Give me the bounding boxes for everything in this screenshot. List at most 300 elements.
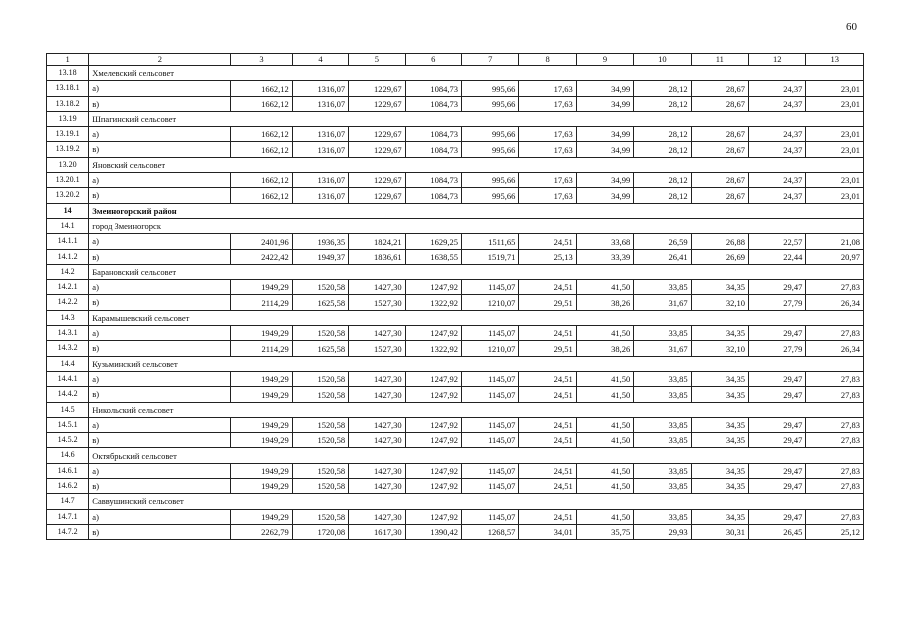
value-cell: 1427,30 bbox=[349, 509, 405, 524]
row-code: 14.1 bbox=[47, 218, 89, 233]
table-row bbox=[47, 417, 864, 432]
row-code: 14.1.2 bbox=[47, 249, 89, 264]
value-cell: 24,51 bbox=[519, 417, 576, 432]
value-cell: 34,35 bbox=[691, 280, 748, 295]
value-cell: 1316,07 bbox=[292, 127, 348, 142]
value-cell: 1084,73 bbox=[405, 127, 461, 142]
value-cell: 1617,30 bbox=[349, 524, 405, 539]
value-cell: 28,67 bbox=[691, 142, 748, 157]
row-code: 14.2.2 bbox=[47, 295, 89, 310]
value-cell: 28,12 bbox=[634, 96, 691, 111]
value-cell: 24,37 bbox=[749, 127, 806, 142]
value-cell: 26,88 bbox=[691, 234, 748, 249]
value-cell: 1247,92 bbox=[405, 280, 461, 295]
value-cell: 41,50 bbox=[576, 509, 633, 524]
value-cell: 24,37 bbox=[749, 173, 806, 188]
value-cell: 35,75 bbox=[576, 524, 633, 539]
value-cell: 27,83 bbox=[806, 326, 864, 341]
table-row bbox=[47, 433, 864, 448]
value-cell: 34,99 bbox=[576, 96, 633, 111]
table-row bbox=[47, 387, 864, 402]
row-code: 14.7.1 bbox=[47, 509, 89, 524]
value-cell: 24,51 bbox=[519, 234, 576, 249]
value-cell: 1527,30 bbox=[349, 341, 405, 356]
section-row bbox=[47, 310, 864, 325]
header-cell: 5 bbox=[349, 54, 405, 66]
value-cell: 1936,35 bbox=[292, 234, 348, 249]
value-cell: 27,79 bbox=[749, 295, 806, 310]
table-row bbox=[47, 249, 864, 264]
value-cell: 38,26 bbox=[576, 341, 633, 356]
section-name: Змеиногорский район bbox=[89, 203, 864, 218]
value-cell: 1427,30 bbox=[349, 326, 405, 341]
section-name: Кузьминский сельсовет bbox=[89, 356, 864, 371]
row-code: 13.20.1 bbox=[47, 173, 89, 188]
value-cell: 28,12 bbox=[634, 173, 691, 188]
value-cell: 29,47 bbox=[749, 463, 806, 478]
row-code: 14.7 bbox=[47, 494, 89, 509]
row-code: 13.19.1 bbox=[47, 127, 89, 142]
value-cell: 1520,58 bbox=[292, 463, 348, 478]
row-label: в) bbox=[89, 249, 231, 264]
value-cell: 20,97 bbox=[806, 249, 864, 264]
row-code: 14.4.2 bbox=[47, 387, 89, 402]
value-cell: 24,37 bbox=[749, 188, 806, 203]
value-cell: 29,51 bbox=[519, 341, 576, 356]
section-row bbox=[47, 111, 864, 126]
value-cell: 26,34 bbox=[806, 295, 864, 310]
value-cell: 1229,67 bbox=[349, 142, 405, 157]
value-cell: 1084,73 bbox=[405, 96, 461, 111]
value-cell: 1949,29 bbox=[231, 371, 292, 386]
row-code: 14.6 bbox=[47, 448, 89, 463]
value-cell: 34,35 bbox=[691, 433, 748, 448]
value-cell: 29,47 bbox=[749, 371, 806, 386]
value-cell: 24,37 bbox=[749, 96, 806, 111]
row-code: 14.2.1 bbox=[47, 280, 89, 295]
value-cell: 1520,58 bbox=[292, 280, 348, 295]
row-code: 13.18.1 bbox=[47, 81, 89, 96]
value-cell: 1662,12 bbox=[231, 81, 292, 96]
row-label: а) bbox=[89, 463, 231, 478]
value-cell: 1084,73 bbox=[405, 142, 461, 157]
value-cell: 33,68 bbox=[576, 234, 633, 249]
value-cell: 23,01 bbox=[806, 127, 864, 142]
section-row bbox=[47, 494, 864, 509]
value-cell: 28,67 bbox=[691, 188, 748, 203]
value-cell: 1210,07 bbox=[461, 295, 518, 310]
value-cell: 1145,07 bbox=[461, 433, 518, 448]
value-cell: 31,67 bbox=[634, 295, 691, 310]
value-cell: 1949,29 bbox=[231, 280, 292, 295]
value-cell: 27,83 bbox=[806, 509, 864, 524]
value-cell: 1638,55 bbox=[405, 249, 461, 264]
value-cell: 1427,30 bbox=[349, 387, 405, 402]
section-row bbox=[47, 157, 864, 172]
value-cell: 25,12 bbox=[806, 524, 864, 539]
value-cell: 24,51 bbox=[519, 326, 576, 341]
value-cell: 995,66 bbox=[461, 142, 518, 157]
row-code: 14.6.1 bbox=[47, 463, 89, 478]
value-cell: 34,99 bbox=[576, 173, 633, 188]
row-label: а) bbox=[89, 371, 231, 386]
value-cell: 1520,58 bbox=[292, 509, 348, 524]
header-cell: 4 bbox=[292, 54, 348, 66]
value-cell: 33,85 bbox=[634, 433, 691, 448]
section-name: Яновский сельсовет bbox=[89, 157, 864, 172]
value-cell: 28,67 bbox=[691, 127, 748, 142]
table-row bbox=[47, 479, 864, 494]
value-cell: 29,47 bbox=[749, 479, 806, 494]
value-cell: 1662,12 bbox=[231, 127, 292, 142]
value-cell: 29,47 bbox=[749, 417, 806, 432]
value-cell: 26,59 bbox=[634, 234, 691, 249]
value-cell: 1949,37 bbox=[292, 249, 348, 264]
value-cell: 1520,58 bbox=[292, 479, 348, 494]
table-row bbox=[47, 295, 864, 310]
value-cell: 41,50 bbox=[576, 280, 633, 295]
value-cell: 29,47 bbox=[749, 326, 806, 341]
value-cell: 1519,71 bbox=[461, 249, 518, 264]
row-code: 14.4.1 bbox=[47, 371, 89, 386]
value-cell: 1316,07 bbox=[292, 142, 348, 157]
value-cell: 17,63 bbox=[519, 81, 576, 96]
value-cell: 33,85 bbox=[634, 387, 691, 402]
value-cell: 1268,57 bbox=[461, 524, 518, 539]
row-label: а) bbox=[89, 280, 231, 295]
value-cell: 1247,92 bbox=[405, 417, 461, 432]
value-cell: 24,51 bbox=[519, 509, 576, 524]
section-row bbox=[47, 66, 864, 81]
value-cell: 34,99 bbox=[576, 188, 633, 203]
row-code: 14.4 bbox=[47, 356, 89, 371]
value-cell: 28,67 bbox=[691, 96, 748, 111]
section-row bbox=[47, 264, 864, 279]
row-label: а) bbox=[89, 81, 231, 96]
value-cell: 27,79 bbox=[749, 341, 806, 356]
value-cell: 1145,07 bbox=[461, 417, 518, 432]
value-cell: 1625,58 bbox=[292, 341, 348, 356]
value-cell: 1720,08 bbox=[292, 524, 348, 539]
value-cell: 995,66 bbox=[461, 188, 518, 203]
value-cell: 32,10 bbox=[691, 295, 748, 310]
value-cell: 25,13 bbox=[519, 249, 576, 264]
value-cell: 1322,92 bbox=[405, 295, 461, 310]
value-cell: 33,85 bbox=[634, 280, 691, 295]
value-cell: 1520,58 bbox=[292, 371, 348, 386]
value-cell: 1229,67 bbox=[349, 188, 405, 203]
row-code: 14.3.1 bbox=[47, 326, 89, 341]
header-cell: 3 bbox=[231, 54, 292, 66]
value-cell: 1949,29 bbox=[231, 417, 292, 432]
row-label: в) bbox=[89, 142, 231, 157]
value-cell: 1949,29 bbox=[231, 509, 292, 524]
value-cell: 32,10 bbox=[691, 341, 748, 356]
table-row bbox=[47, 142, 864, 157]
value-cell: 1145,07 bbox=[461, 371, 518, 386]
value-cell: 34,99 bbox=[576, 142, 633, 157]
value-cell: 29,51 bbox=[519, 295, 576, 310]
header-cell: 11 bbox=[691, 54, 748, 66]
value-cell: 22,57 bbox=[749, 234, 806, 249]
row-code: 14.5.1 bbox=[47, 417, 89, 432]
row-code: 14.1.1 bbox=[47, 234, 89, 249]
value-cell: 41,50 bbox=[576, 433, 633, 448]
row-label: а) bbox=[89, 417, 231, 432]
row-code: 13.20.2 bbox=[47, 188, 89, 203]
row-code: 14.3.2 bbox=[47, 341, 89, 356]
row-label: а) bbox=[89, 326, 231, 341]
value-cell: 1520,58 bbox=[292, 387, 348, 402]
row-code: 14.2 bbox=[47, 264, 89, 279]
section-name: город Змеиногорск bbox=[89, 218, 864, 233]
value-cell: 41,50 bbox=[576, 463, 633, 478]
value-cell: 2114,29 bbox=[231, 295, 292, 310]
row-code: 14.7.2 bbox=[47, 524, 89, 539]
value-cell: 27,83 bbox=[806, 433, 864, 448]
value-cell: 41,50 bbox=[576, 417, 633, 432]
value-cell: 23,01 bbox=[806, 142, 864, 157]
value-cell: 1427,30 bbox=[349, 371, 405, 386]
row-code: 14 bbox=[47, 203, 89, 218]
value-cell: 24,37 bbox=[749, 81, 806, 96]
section-row bbox=[47, 218, 864, 233]
value-cell: 1949,29 bbox=[231, 433, 292, 448]
value-cell: 1390,42 bbox=[405, 524, 461, 539]
value-cell: 33,39 bbox=[576, 249, 633, 264]
value-cell: 1629,25 bbox=[405, 234, 461, 249]
value-cell: 1427,30 bbox=[349, 479, 405, 494]
row-code: 14.5.2 bbox=[47, 433, 89, 448]
row-code: 13.18.2 bbox=[47, 96, 89, 111]
row-label: а) bbox=[89, 509, 231, 524]
table-row bbox=[47, 96, 864, 111]
value-cell: 1322,92 bbox=[405, 341, 461, 356]
table-row bbox=[47, 524, 864, 539]
value-cell: 41,50 bbox=[576, 387, 633, 402]
value-cell: 1949,29 bbox=[231, 479, 292, 494]
value-cell: 1427,30 bbox=[349, 280, 405, 295]
district-row bbox=[47, 203, 864, 218]
value-cell: 28,67 bbox=[691, 81, 748, 96]
value-cell: 24,37 bbox=[749, 142, 806, 157]
value-cell: 33,85 bbox=[634, 479, 691, 494]
value-cell: 29,47 bbox=[749, 433, 806, 448]
value-cell: 995,66 bbox=[461, 96, 518, 111]
section-row bbox=[47, 402, 864, 417]
value-cell: 34,35 bbox=[691, 387, 748, 402]
section-name: Барановский сельсовет bbox=[89, 264, 864, 279]
value-cell: 41,50 bbox=[576, 479, 633, 494]
row-code: 13.19.2 bbox=[47, 142, 89, 157]
table-row bbox=[47, 509, 864, 524]
value-cell: 29,47 bbox=[749, 509, 806, 524]
row-code: 13.20 bbox=[47, 157, 89, 172]
value-cell: 1145,07 bbox=[461, 280, 518, 295]
value-cell: 27,83 bbox=[806, 371, 864, 386]
value-cell: 995,66 bbox=[461, 81, 518, 96]
row-code: 13.19 bbox=[47, 111, 89, 126]
value-cell: 33,85 bbox=[634, 417, 691, 432]
row-code: 14.5 bbox=[47, 402, 89, 417]
value-cell: 17,63 bbox=[519, 142, 576, 157]
value-cell: 21,08 bbox=[806, 234, 864, 249]
value-cell: 1520,58 bbox=[292, 433, 348, 448]
header-cell: 2 bbox=[89, 54, 231, 66]
value-cell: 1662,12 bbox=[231, 96, 292, 111]
table-row bbox=[47, 463, 864, 478]
table-row bbox=[47, 127, 864, 142]
value-cell: 33,85 bbox=[634, 509, 691, 524]
row-label: а) bbox=[89, 173, 231, 188]
value-cell: 41,50 bbox=[576, 326, 633, 341]
value-cell: 1949,29 bbox=[231, 463, 292, 478]
value-cell: 1229,67 bbox=[349, 96, 405, 111]
value-cell: 1145,07 bbox=[461, 509, 518, 524]
value-cell: 27,83 bbox=[806, 387, 864, 402]
header-row bbox=[47, 54, 864, 66]
value-cell: 1662,12 bbox=[231, 188, 292, 203]
table-row bbox=[47, 371, 864, 386]
value-cell: 1662,12 bbox=[231, 142, 292, 157]
table-row bbox=[47, 188, 864, 203]
value-cell: 24,51 bbox=[519, 280, 576, 295]
value-cell: 26,45 bbox=[749, 524, 806, 539]
table-row bbox=[47, 326, 864, 341]
header-cell: 10 bbox=[634, 54, 691, 66]
row-label: в) bbox=[89, 524, 231, 539]
row-label: в) bbox=[89, 188, 231, 203]
section-name: Карамышевский сельсовет bbox=[89, 310, 864, 325]
page-number: 60 bbox=[846, 21, 857, 33]
value-cell: 34,35 bbox=[691, 509, 748, 524]
header-cell: 1 bbox=[47, 54, 89, 66]
section-name: Никольский сельсовет bbox=[89, 402, 864, 417]
header-cell: 9 bbox=[576, 54, 633, 66]
row-label: в) bbox=[89, 295, 231, 310]
value-cell: 31,67 bbox=[634, 341, 691, 356]
section-row bbox=[47, 448, 864, 463]
value-cell: 1316,07 bbox=[292, 173, 348, 188]
value-cell: 1084,73 bbox=[405, 188, 461, 203]
value-cell: 1316,07 bbox=[292, 96, 348, 111]
tariff-table bbox=[46, 53, 864, 540]
value-cell: 1316,07 bbox=[292, 188, 348, 203]
value-cell: 1145,07 bbox=[461, 463, 518, 478]
value-cell: 1427,30 bbox=[349, 463, 405, 478]
row-label: в) bbox=[89, 96, 231, 111]
header-cell: 13 bbox=[806, 54, 864, 66]
value-cell: 34,01 bbox=[519, 524, 576, 539]
table-row bbox=[47, 341, 864, 356]
value-cell: 1662,12 bbox=[231, 173, 292, 188]
value-cell: 23,01 bbox=[806, 96, 864, 111]
row-label: а) bbox=[89, 127, 231, 142]
value-cell: 34,35 bbox=[691, 479, 748, 494]
table-row bbox=[47, 81, 864, 96]
value-cell: 2262,79 bbox=[231, 524, 292, 539]
value-cell: 1247,92 bbox=[405, 433, 461, 448]
value-cell: 24,51 bbox=[519, 387, 576, 402]
value-cell: 28,12 bbox=[634, 127, 691, 142]
value-cell: 23,01 bbox=[806, 188, 864, 203]
value-cell: 1145,07 bbox=[461, 326, 518, 341]
value-cell: 24,51 bbox=[519, 463, 576, 478]
value-cell: 27,83 bbox=[806, 479, 864, 494]
value-cell: 27,83 bbox=[806, 417, 864, 432]
value-cell: 1247,92 bbox=[405, 387, 461, 402]
value-cell: 1210,07 bbox=[461, 341, 518, 356]
value-cell: 26,34 bbox=[806, 341, 864, 356]
value-cell: 1229,67 bbox=[349, 173, 405, 188]
value-cell: 1824,21 bbox=[349, 234, 405, 249]
value-cell: 1145,07 bbox=[461, 387, 518, 402]
value-cell: 1949,29 bbox=[231, 326, 292, 341]
header-cell: 8 bbox=[519, 54, 576, 66]
value-cell: 1145,07 bbox=[461, 479, 518, 494]
value-cell: 17,63 bbox=[519, 96, 576, 111]
value-cell: 17,63 bbox=[519, 173, 576, 188]
value-cell: 1316,07 bbox=[292, 81, 348, 96]
value-cell: 29,47 bbox=[749, 280, 806, 295]
value-cell: 27,83 bbox=[806, 463, 864, 478]
value-cell: 30,31 bbox=[691, 524, 748, 539]
section-name: Шпагинский сельсовет bbox=[89, 111, 864, 126]
row-label: в) bbox=[89, 341, 231, 356]
value-cell: 34,35 bbox=[691, 417, 748, 432]
header-cell: 7 bbox=[461, 54, 518, 66]
value-cell: 1520,58 bbox=[292, 326, 348, 341]
value-cell: 1084,73 bbox=[405, 173, 461, 188]
value-cell: 1247,92 bbox=[405, 326, 461, 341]
value-cell: 1247,92 bbox=[405, 463, 461, 478]
value-cell: 28,12 bbox=[634, 142, 691, 157]
value-cell: 28,67 bbox=[691, 173, 748, 188]
table-row bbox=[47, 234, 864, 249]
value-cell: 28,12 bbox=[634, 81, 691, 96]
value-cell: 24,51 bbox=[519, 479, 576, 494]
value-cell: 38,26 bbox=[576, 295, 633, 310]
row-label: в) bbox=[89, 479, 231, 494]
value-cell: 1427,30 bbox=[349, 433, 405, 448]
header-cell: 12 bbox=[749, 54, 806, 66]
section-name: Саввушинский сельсовет bbox=[89, 494, 864, 509]
value-cell: 34,35 bbox=[691, 463, 748, 478]
value-cell: 17,63 bbox=[519, 188, 576, 203]
value-cell: 34,99 bbox=[576, 81, 633, 96]
value-cell: 1229,67 bbox=[349, 127, 405, 142]
value-cell: 34,35 bbox=[691, 371, 748, 386]
value-cell: 26,41 bbox=[634, 249, 691, 264]
value-cell: 995,66 bbox=[461, 127, 518, 142]
header-cell: 6 bbox=[405, 54, 461, 66]
value-cell: 1949,29 bbox=[231, 387, 292, 402]
value-cell: 17,63 bbox=[519, 127, 576, 142]
row-code: 13.18 bbox=[47, 66, 89, 81]
section-name: Хмелевский сельсовет bbox=[89, 66, 864, 81]
value-cell: 1247,92 bbox=[405, 371, 461, 386]
value-cell: 1247,92 bbox=[405, 479, 461, 494]
row-label: в) bbox=[89, 433, 231, 448]
row-label: а) bbox=[89, 234, 231, 249]
value-cell: 1084,73 bbox=[405, 81, 461, 96]
section-name: Октябрьский сельсовет bbox=[89, 448, 864, 463]
section-row bbox=[47, 356, 864, 371]
value-cell: 28,12 bbox=[634, 188, 691, 203]
value-cell: 1836,61 bbox=[349, 249, 405, 264]
table-row bbox=[47, 173, 864, 188]
value-cell: 1520,58 bbox=[292, 417, 348, 432]
